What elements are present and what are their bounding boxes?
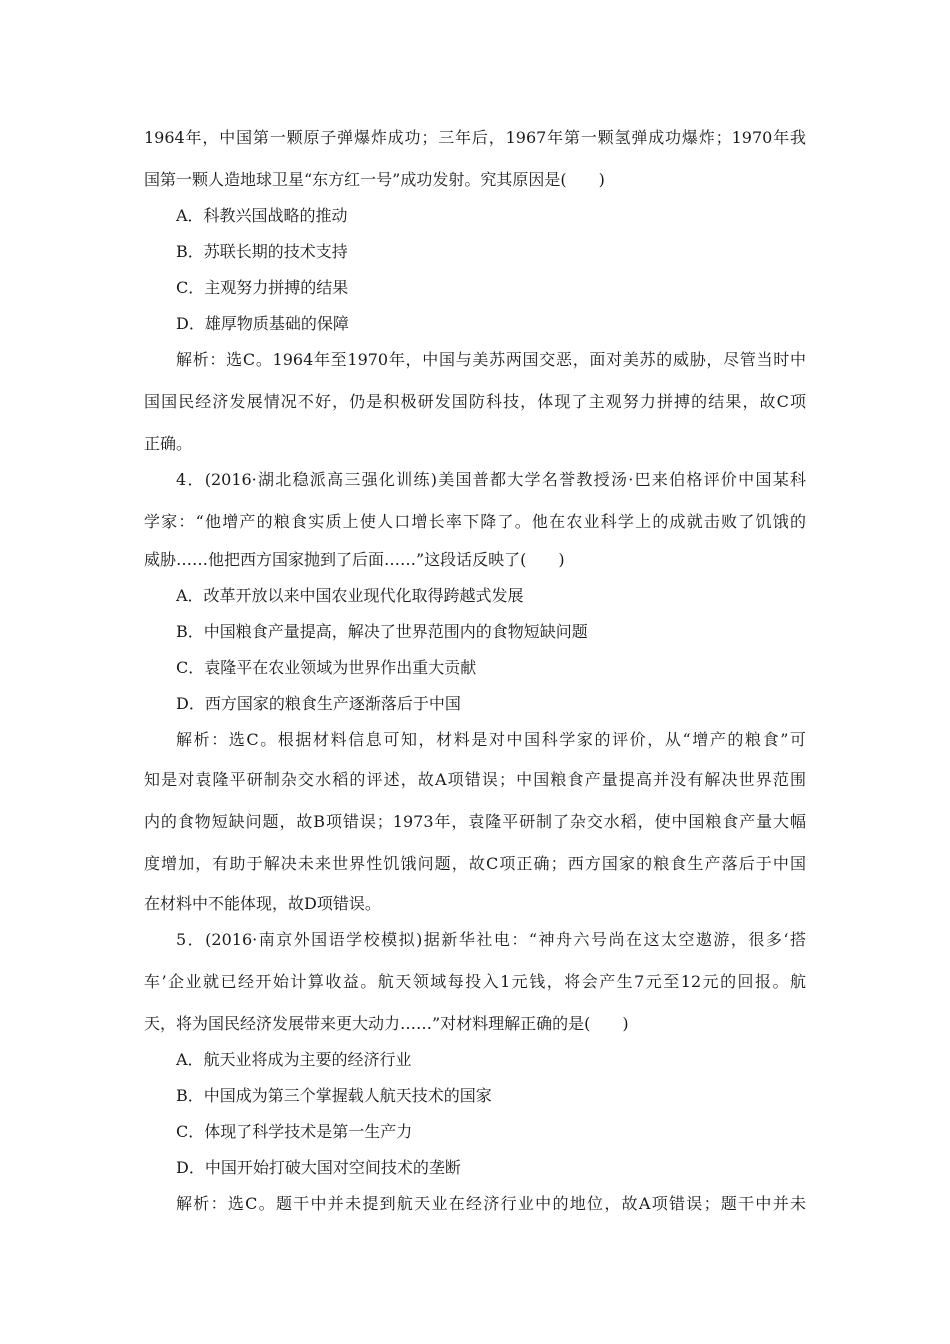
q4-stem-line-3: 威胁……他把西方国家抛到了后面……”这段话反映了( ) bbox=[144, 550, 565, 569]
q3-stem-line-2: 国第一颗人造地球卫星“东方红一号”成功发射。究其原因是( ) bbox=[144, 170, 605, 189]
q5-option-d: D．中国开始打破大国对空间技术的垄断 bbox=[176, 1158, 461, 1177]
q5-stem-line-1: 5．(2016·南京外国语学校模拟)据新华社电：“神舟六号尚在这太空遨游，很多‘搭 bbox=[176, 930, 806, 949]
q4-analysis-line-2: 知是对袁隆平研制杂交水稻的评述，故A项错误；中国粮食产量提高并没有解决世界范围 bbox=[144, 770, 806, 789]
q5-stem-line-3: 天，将为国民经济发展带来更大动力……”对材料理解正确的是( ) bbox=[144, 1014, 629, 1033]
q4-stem-line-2: 学家：“他增产的粮食实质上使人口增长率下降了。他在农业科学上的成就击败了饥饿的 bbox=[144, 512, 806, 531]
q5-option-c: C．体现了科学技术是第一生产力 bbox=[176, 1122, 413, 1141]
q3-analysis-line-2: 国国民经济发展情况不好，仍是积极研发国防科技，体现了主观努力拼搏的结果，故C项 bbox=[144, 392, 806, 411]
q5-stem-line-2: 车’企业就已经开始计算收益。航天领域每投入1元钱，将会产生7元至12元的回报。航 bbox=[144, 972, 806, 991]
q3-option-b: B．苏联长期的技术支持 bbox=[176, 242, 348, 261]
q4-analysis-line-3: 内的食物短缺问题，故B项错误；1973年，袁隆平研制了杂交水稻，使中国粮食产量大幅 bbox=[144, 812, 806, 831]
q5-option-b: B．中国成为第三个掌握载人航天技术的国家 bbox=[176, 1086, 492, 1105]
q5-analysis-line-1: 解析：选C。题干中并未提到航天业在经济行业中的地位，故A项错误；题干中并未 bbox=[176, 1194, 806, 1213]
q3-option-a: A．科教兴国战略的推动 bbox=[176, 206, 348, 225]
q4-option-c: C．袁隆平在农业领域为世界作出重大贡献 bbox=[176, 658, 477, 677]
q4-stem-line-1: 4．(2016·湖北稳派高三强化训练)美国普都大学名誉教授汤·巴来伯格评价中国某科 bbox=[176, 470, 806, 489]
q4-option-d: D．西方国家的粮食生产逐渐落后于中国 bbox=[176, 694, 461, 713]
q3-stem-line-1: 1964年，中国第一颗原子弹爆炸成功；三年后，1967年第一颗氢弹成功爆炸；1970年我 bbox=[144, 128, 806, 147]
q4-analysis-line-4: 度增加，有助于解决未来世界性饥饿问题，故C项正确；西方国家的粮食生产落后于中国 bbox=[144, 854, 806, 873]
q4-analysis-line-5: 在材料中不能体现，故D项错误。 bbox=[144, 894, 381, 913]
q5-option-a: A．航天业将成为主要的经济行业 bbox=[176, 1050, 412, 1069]
q3-analysis-line-3: 正确。 bbox=[144, 434, 193, 453]
q4-option-a: A．改革开放以来中国农业现代化取得跨越式发展 bbox=[176, 586, 524, 605]
q3-analysis-line-1: 解析：选C。1964年至1970年，中国与美苏两国交恶，面对美苏的威胁，尽管当时中 bbox=[176, 350, 806, 369]
q3-option-c: C．主观努力拼搏的结果 bbox=[176, 278, 349, 297]
q3-option-d: D．雄厚物质基础的保障 bbox=[176, 314, 349, 333]
q4-option-b: B．中国粮食产量提高，解决了世界范围内的食物短缺问题 bbox=[176, 622, 588, 641]
q4-analysis-line-1: 解析：选C。根据材料信息可知，材料是对中国科学家的评价，从“增产的粮食”可 bbox=[176, 730, 806, 749]
